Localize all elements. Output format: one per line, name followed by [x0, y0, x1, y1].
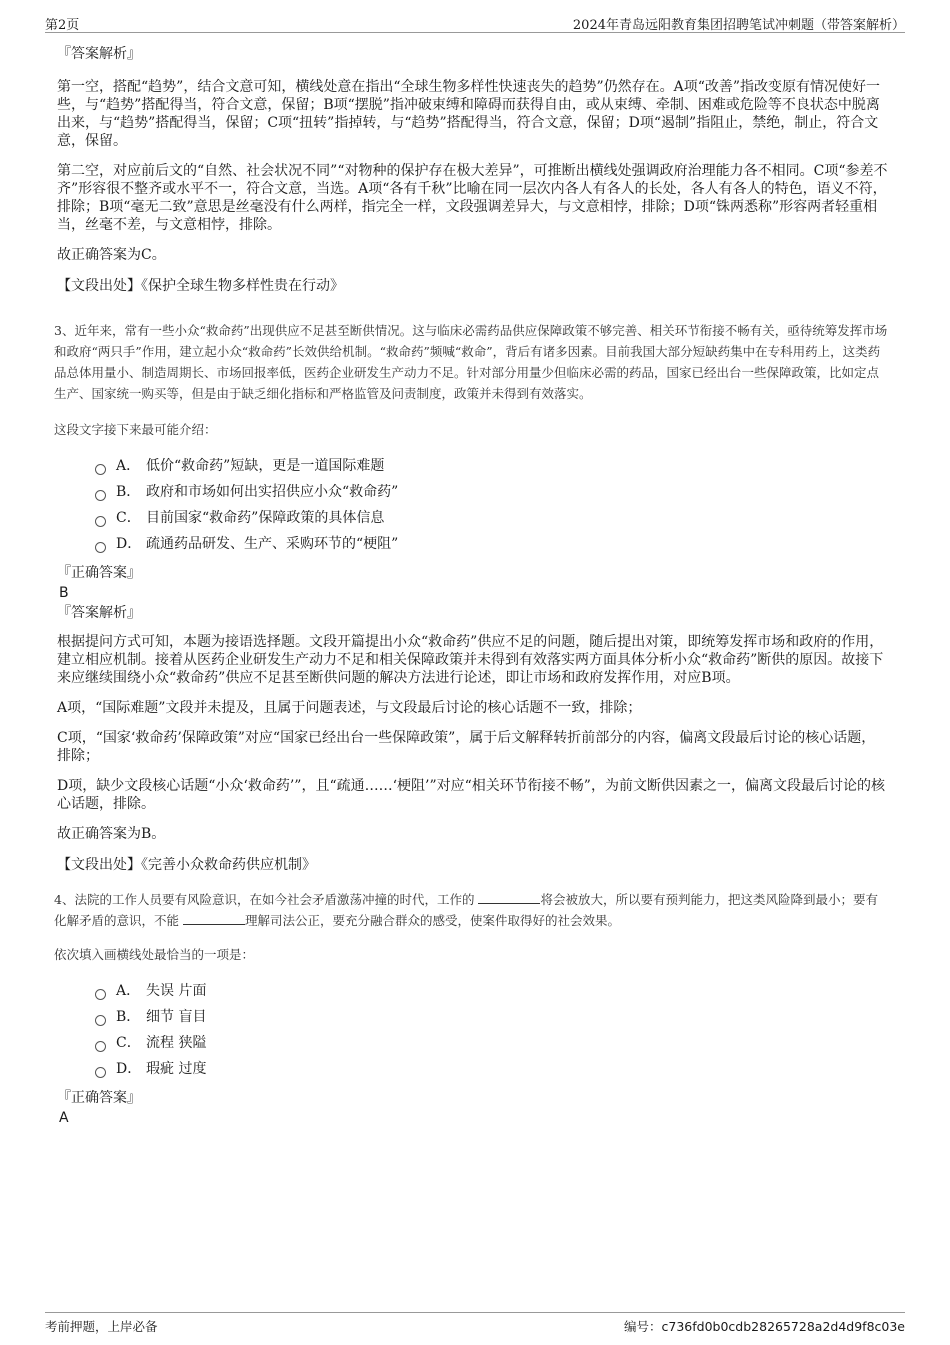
page-header	[45, 12, 905, 33]
q3-option-b[interactable]: B． 政府和市场如何出实招供应小众“救命药”	[95, 479, 888, 505]
radio-icon[interactable]	[95, 1067, 106, 1078]
q4-option-c[interactable]: C． 流程 狭隘	[95, 1030, 888, 1056]
q3-analysis-paragraph: 根据提问方式可知，本题为接语选择题。文段开篇提出小众“救命药”供应不足的问题，随后提出对策，即统筹发挥市场和政府的作用，建立相应机制。接着从医药企业研发生产动力不足和相关保障政策并未得到有效落实两方面具体分析小众“救命药”断供的原因。故接下来应继续围绕小众“救命药”供应不足甚至断供问题的解决方法进行论述，即让市场和政府发挥作用，对应B项。	[57, 634, 884, 686]
q3-analysis-paragraph: D项，缺少文段核心话题“小众‘救命药’”，且“疏通……‘梗阻’”对应“相关环节衔接不畅”，为前文断供因素之一，偏离文段最后讨论的核心话题，排除。	[57, 778, 885, 812]
q3-options	[95, 453, 888, 557]
radio-icon[interactable]	[95, 989, 106, 1000]
q4-question: 4、法院的工作人员要有风险意识，在如今社会矛盾激荡冲撞的时代，工作的 将会被放大，所以要有预判能力，把这类风险降到最小；要有化解矛盾的意识，不能 理解司法公正，要充分融合群众的感受，使案件取得好的社会效果。	[54, 892, 878, 928]
q4-option-d[interactable]: D． 瑕疵 过度	[95, 1056, 888, 1082]
q3-answer: B	[59, 585, 69, 601]
q2-analysis-paragraph: 第二空，对应前后文的“自然、社会状况不同”“对物种的保护存在极大差异”，可推断出横线处强调政府治理能力各不相同。C项“参差不齐”形容很不整齐或水平不一，符合文意，当选。A项“各有千秋”比喻在同一层次内各人有各人的长处，各人有各人的特色，语义不符，排除；B项“毫无二致”意思是丝毫没有什么两样，指完全一样，文段强调差异大，与文意相悖，排除；D项“铢两悉称”形容两者轻重相当，丝毫不差，与文意相悖，排除。	[57, 163, 888, 233]
radio-icon[interactable]	[95, 1015, 106, 1026]
page-number: 第2页	[45, 18, 80, 33]
q4-option-a[interactable]: A． 失误 片面	[95, 978, 888, 1004]
q3-question: 3、近年来，常有一些小众“救命药”出现供应不足甚至断供情况。这与临床必需药品供应保障政策不够完善、相关环节衔接不畅有关，亟待统筹发挥市场和政府“两只手”作用，建立起小众“救命药”长效供给机制。“救命药”频喊“救命”，背后有诸多因素。目前我国大部分短缺药集中在专科用药上，这类药品总体用量小、制造周期长、市场回报率低，医药企业研发生产动力不足。针对部分用量少但临床必需的药品，国家已经出台一些保障政策，比如定点生产、国家统一购买等，但是由于缺乏细化指标和严格监管及问责制度，政策并未得到有效落实。	[54, 323, 888, 401]
radio-icon[interactable]	[95, 542, 106, 553]
q3-option-d[interactable]: D． 疏通药品研发、生产、采购环节的“梗阻”	[95, 531, 888, 557]
q3-analysis-label: 『答案解析』	[57, 605, 141, 621]
q3-option-c[interactable]: C． 目前国家“救命药”保障政策的具体信息	[95, 505, 888, 531]
q3-analysis-paragraph: C项，“国家‘救命药’保障政策”对应“国家已经出台一些保障政策”，属于后文解释转折前部分的内容，偏离文段最后讨论的核心话题，排除；	[57, 730, 876, 764]
footer-slogan: 考前押题，上岸必备	[45, 1319, 158, 1334]
q3-answer-label: 『正确答案』	[57, 565, 141, 581]
q4-answer: A	[59, 1110, 69, 1126]
q2-source: 【文段出处】《保护全球生物多样性贵在行动》	[57, 278, 344, 294]
document-title: 2024年青岛远阳教育集团招聘笔试冲刺题（带答案解析）	[572, 18, 905, 33]
document-code: 编号：c736fd0b0cdb28265728a2d4d9f8c03e	[624, 1319, 905, 1334]
q2-conclusion: 故正确答案为C。	[57, 247, 166, 263]
q2-analysis-label: 『答案解析』	[57, 46, 141, 62]
page-footer	[45, 1312, 905, 1335]
q2-analysis-paragraph: 第一空，搭配“趋势”，结合文意可知，横线处意在指出“全球生物多样性快速丧失的趋势”仍然存在。A项“改善”指改变原有情况使好一些，与“趋势”搭配得当，符合文意，保留；B项“摆脱”指冲破束缚和障碍而获得自由，或从束缚、牵制、困难或危险等不良状态中脱离出来，与“趋势”搭配得当，保留；C项“扭转”指掉转，与“趋势”搭配得当，符合文意，保留；D项“遏制”指阻止，禁绝，制止，符合文意，保留。	[57, 79, 881, 149]
q4-answer-label: 『正确答案』	[57, 1090, 141, 1106]
q4-prompt: 依次填入画横线处最恰当的一项是：	[54, 947, 255, 962]
q3-analysis-paragraph: A项，“国际难题”文段并未提及，且属于问题表述，与文段最后讨论的核心话题不一致，排除；	[57, 700, 642, 716]
q3-option-a[interactable]: A． 低价“救命药”短缺，更是一道国际难题	[95, 453, 888, 479]
fill-blank-2	[183, 912, 245, 925]
radio-icon[interactable]	[95, 1041, 106, 1052]
radio-icon[interactable]	[95, 516, 106, 527]
document-body	[54, 44, 888, 1128]
q3-source: 【文段出处】《完善小众救命药供应机制》	[57, 857, 316, 873]
fill-blank-1	[478, 891, 540, 904]
q4-option-b[interactable]: B． 细节 盲目	[95, 1004, 888, 1030]
q3-prompt: 这段文字接下来最可能介绍：	[54, 422, 217, 437]
q4-options	[95, 978, 888, 1082]
radio-icon[interactable]	[95, 464, 106, 475]
radio-icon[interactable]	[95, 490, 106, 501]
q3-conclusion: 故正确答案为B。	[57, 826, 166, 842]
